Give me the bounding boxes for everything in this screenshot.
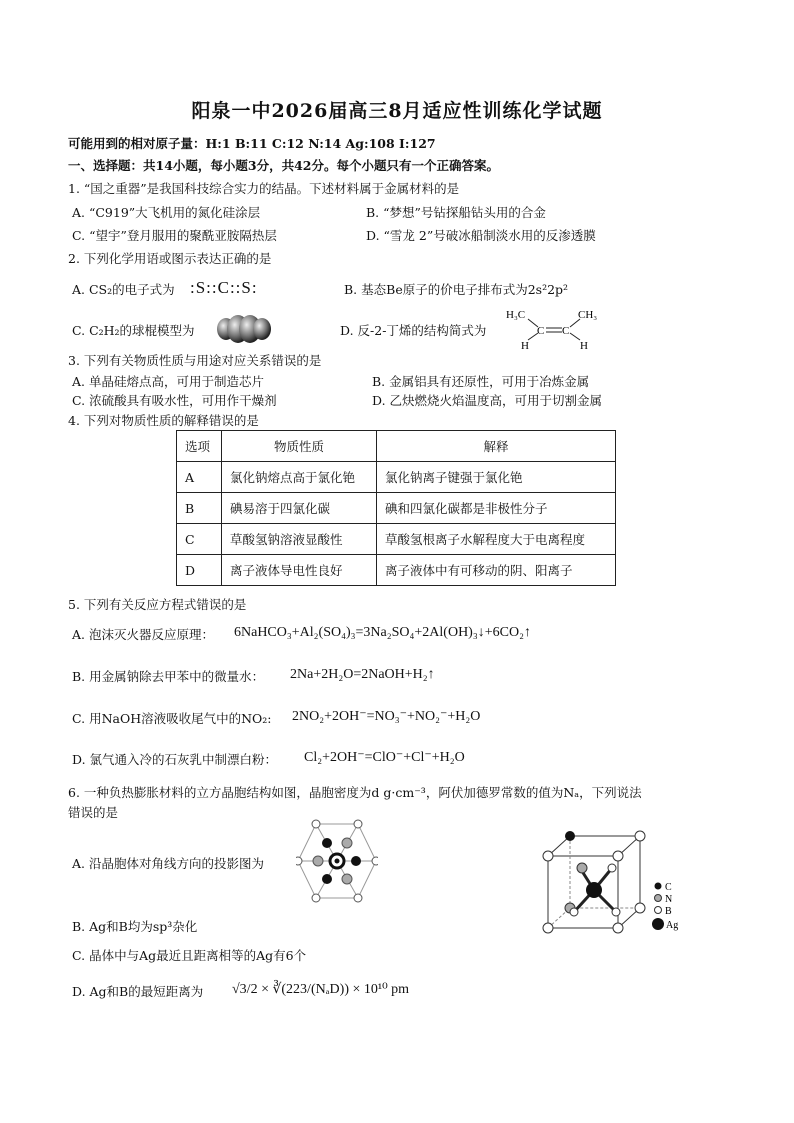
question-4-stem: 4. 下列对物质性质的解释错误的是 [68,413,259,428]
table-cell: 离子液体中有可移动的阴、阳离子 [377,555,616,586]
label-ch3: CH₃ [578,309,598,321]
unit-cell-figure [540,828,688,936]
section-heading: 一、选择题：共14小题，每小题3分，共42分。每个小题只有一个正确答案。 [68,158,499,173]
question-6-distance-expression: √3/2 × ∛(223/(NₐD)) × 10¹⁰ pm [232,982,410,997]
table-cell: A [177,462,222,493]
legend-c: C [665,882,672,893]
question-3-option-b: B. 金属铝具有还原性，可用于冶炼金属 [372,374,590,389]
table-cell: 氯化钠离子键强于氯化铯 [377,462,616,493]
page-title: 阳泉一中2026届高三8月适应性训练化学试题 [191,100,603,122]
question-1-option-c: C. “望宇”登月服用的聚酰亚胺隔热层 [72,228,277,243]
question-6-option-c: C. 晶体中与Ag最近且距离相等的Ag有6个 [72,948,307,963]
question-1-option-a: A. “C919”大飞机用的氮化硅涂层 [72,205,261,220]
atomic-masses: 可能用到的相对原子量：H:1 B:11 C:12 N:14 Ag:108 I:127 [68,136,436,151]
label-h3c: H₃C [506,309,526,321]
question-5-option-b: B. 用金属钠除去甲苯中的微量水： [72,669,265,684]
label-c-right: C [562,325,570,337]
question-3-stem: 3. 下列有关物质性质与用途对应关系错误的是 [68,353,322,368]
table-row [177,493,616,524]
projection-hexagon-figure [296,818,378,904]
question-5-equation-c: 2NO₂+2OH⁻=NO₃⁻+NO₂⁻+H₂O [292,709,481,724]
table-cell: B [177,493,222,524]
table-header-row [177,431,616,462]
question-1-option-b: B. “梦想”号钻探船钻头用的合金 [366,205,546,220]
legend-n: N [665,894,673,905]
question-5-equation-a: 6NaHCO₃+Al₂(SO₄)₃=3Na₂SO₄+2Al(OH)₃↓+6CO₂↑ [234,625,531,640]
c2h2-ball-model-image [216,313,272,345]
question-3-option-a: A. 单晶硅熔点高，可用于制造芯片 [72,374,264,389]
legend-ag: Ag [666,920,679,931]
question-2-stem: 2. 下列化学用语或图示表达正确的是 [68,251,272,266]
header-explanation: 解释 [377,431,616,462]
question-5-equation-b: 2Na+2H₂O=2NaOH+H₂↑ [290,667,435,682]
label-h-right: H [580,340,588,352]
question-6-option-a: A. 沿晶胞体对角线方向的投影图为 [72,856,264,871]
label-c-left: C [537,325,545,337]
legend-b: B [665,906,672,917]
question-1-stem: 1. “国之重器”是我国科技综合实力的结晶。下述材料属于金属材料的是 [68,181,460,196]
cs2-electron-formula: :S::C::S: [190,278,258,297]
question-5-stem: 5. 下列有关反应方程式错误的是 [68,597,247,612]
table-cell: 离子液体导电性良好 [222,555,377,586]
question-2-option-a: A. CS₂的电子式为 [72,282,175,297]
question-1-option-d: D. “雪龙 2”号破冰船制淡水用的反渗透膜 [366,228,596,243]
table-cell: D [177,555,222,586]
question-3-option-d: D. 乙炔燃烧火焰温度高，可用于切割金属 [372,393,603,408]
question-6-stem: 6. 一种负热膨胀材料的立方晶胞结构如图，晶胞密度为d g·cm⁻³，阿伏加德罗常数的值为Nₐ，下列说法 [68,785,642,800]
question-5-equation-d: Cl₂+2OH⁻=ClO⁻+Cl⁻+H₂O [304,750,465,765]
table-cell: 碘和四氯化碳都是非极性分子 [377,493,616,524]
question-2-option-c: C. C₂H₂的球棍模型为 [72,323,195,338]
question-6-stem-cont: 错误的是 [68,805,119,820]
table-row [177,462,616,493]
question-3-option-c: C. 浓硫酸具有吸水性，可用作干燥剂 [72,393,277,408]
question-2-option-d: D. 反-2-丁烯的结构简式为 [340,323,487,338]
header-option: 选项 [177,431,222,462]
table-row [177,524,616,555]
trans-2-butene-structure [504,306,604,352]
question-4-table [176,430,616,586]
question-6-option-d: D. Ag和B的最短距离为 [72,984,204,999]
question-5-option-c: C. 用NaOH溶液吸收尾气中的NO₂: [72,711,272,726]
table-row [177,555,616,586]
question-6-option-b: B. Ag和B均为sp³杂化 [72,919,198,934]
table-cell: C [177,524,222,555]
table-cell: 碘易溶于四氯化碳 [222,493,377,524]
table-cell: 草酸氢钠溶液显酸性 [222,524,377,555]
header-property: 物质性质 [222,431,377,462]
table-cell: 草酸氢根离子水解程度大于电离程度 [377,524,616,555]
question-5-option-d: D. 氯气通入冷的石灰乳中制漂白粉： [72,752,278,767]
question-5-option-a: A. 泡沫灭火器反应原理： [72,627,214,642]
label-h-left: H [521,340,529,352]
table-cell: 氯化钠熔点高于氯化铯 [222,462,377,493]
question-2-option-b: B. 基态Be原子的价电子排布式为2s²2p² [344,282,569,297]
